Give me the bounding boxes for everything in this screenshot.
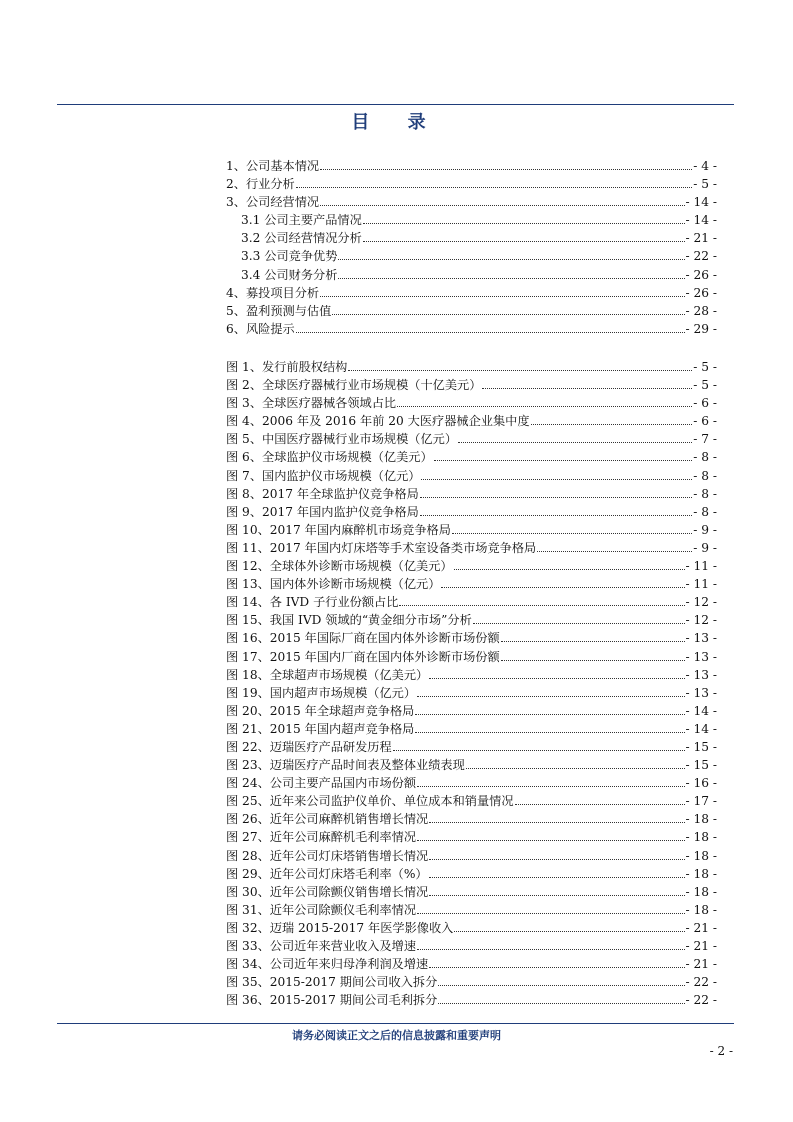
- dot-leader: [429, 859, 684, 860]
- page-number: - 2 -: [709, 1044, 733, 1058]
- dot-leader: [320, 205, 684, 206]
- figure-entry[interactable]: [226, 720, 717, 738]
- figure-entry-page: - 13 -: [685, 685, 717, 700]
- section-entry-label: 1、公司基本情况: [226, 159, 320, 173]
- dot-leader: [466, 768, 685, 769]
- section-entry-page: - 5 -: [693, 177, 717, 192]
- footer-disclaimer: 请务必阅读正文之后的信息披露和重要声明: [292, 1029, 501, 1042]
- section-entry-page: - 28 -: [685, 303, 717, 318]
- figure-entry-label: 图 18、全球超声市场规模（亿美元）: [226, 667, 429, 682]
- section-entry[interactable]: [226, 320, 717, 338]
- figure-entry[interactable]: [226, 430, 717, 448]
- figure-entry[interactable]: [226, 774, 717, 792]
- section-entry[interactable]: [226, 175, 717, 193]
- section-entry-page: - 14 -: [685, 213, 717, 228]
- figure-entry-label: 图 8、2017 年全球监护仪竞争格局: [226, 486, 419, 501]
- figure-entry-page: - 11 -: [685, 559, 717, 574]
- figure-entry-page: - 16 -: [685, 776, 717, 791]
- dot-leader: [420, 497, 692, 498]
- figure-entry[interactable]: [226, 376, 717, 394]
- figure-entry-page: - 13 -: [685, 649, 717, 664]
- dot-leader: [429, 877, 685, 878]
- figure-entry[interactable]: [226, 539, 717, 557]
- figure-entry[interactable]: [226, 937, 717, 955]
- figure-entry-label: 图 19、国内超声市场规模（亿元）: [226, 685, 417, 700]
- figure-entry-page: - 13 -: [685, 631, 717, 646]
- figure-entry[interactable]: [226, 847, 717, 865]
- figure-entry[interactable]: [226, 467, 717, 485]
- dot-leader: [458, 442, 692, 443]
- figure-entry-label: 图 26、近年公司麻醉机销售增长情况: [226, 812, 429, 827]
- dot-leader: [415, 714, 684, 715]
- figure-entry-label: 图 21、2015 年国内超声竞争格局: [226, 721, 415, 736]
- figure-entry-page: - 9 -: [693, 522, 717, 537]
- figure-entry[interactable]: [226, 973, 717, 991]
- figure-entry-page: - 11 -: [685, 577, 717, 592]
- figure-entry-page: - 14 -: [685, 721, 717, 736]
- figure-entry[interactable]: [226, 412, 717, 430]
- figure-entry-label: 图 35、2015-2017 期间公司收入拆分: [226, 975, 438, 990]
- figure-entry[interactable]: [226, 629, 717, 647]
- figure-entry-label: 图 13、国内体外诊断市场规模（亿元）: [226, 577, 441, 592]
- figure-entry-page: - 8 -: [693, 468, 717, 483]
- section-entry-label: 3.4 公司财务分析: [241, 267, 338, 282]
- dot-leader: [320, 169, 692, 170]
- section-entry[interactable]: [226, 193, 717, 211]
- dot-leader: [363, 241, 685, 242]
- section-entry-label: 3、公司经营情况: [226, 195, 320, 210]
- figure-entry-label: 图 2、全球医疗器械行业市场规模（十亿美元）: [226, 378, 482, 393]
- figure-entry[interactable]: [226, 684, 717, 702]
- figure-entry[interactable]: [226, 901, 717, 919]
- section-entry[interactable]: [226, 211, 717, 229]
- dot-leader: [473, 623, 685, 624]
- dot-leader: [454, 931, 684, 932]
- section-entry-page: - 4 -: [693, 159, 717, 173]
- figure-entry[interactable]: [226, 394, 717, 412]
- dot-leader: [441, 587, 684, 588]
- figure-entry-page: - 18 -: [685, 848, 717, 863]
- dot-leader: [320, 296, 684, 297]
- section-entry-label: 3.2 公司经营情况分析: [241, 231, 362, 246]
- dot-leader: [429, 678, 684, 679]
- figure-entry-page: - 7 -: [693, 432, 717, 447]
- figure-entry[interactable]: [226, 611, 717, 629]
- dot-leader: [482, 388, 692, 389]
- figure-entry-page: - 8 -: [693, 486, 717, 501]
- figure-entry[interactable]: [226, 756, 717, 774]
- dot-leader: [454, 569, 685, 570]
- figure-entry-page: - 18 -: [685, 866, 717, 881]
- figure-entry-page: - 13 -: [685, 667, 717, 682]
- dot-leader: [399, 605, 684, 606]
- figure-entry-page: - 21 -: [685, 920, 717, 935]
- section-entry-page: - 26 -: [685, 267, 717, 282]
- figure-entry-label: 图 24、公司主要产品国内市场份额: [226, 776, 417, 791]
- dot-leader: [537, 551, 692, 552]
- section-entry-label: 2、行业分析: [226, 177, 295, 192]
- figure-entry-page: - 18 -: [685, 830, 717, 845]
- dot-leader: [420, 515, 692, 516]
- section-entry[interactable]: [226, 284, 717, 302]
- figure-entry-label: 图 12、全球体外诊断市场规模（亿美元）: [226, 559, 453, 574]
- figure-entry[interactable]: [226, 666, 717, 684]
- figure-entry-label: 图 5、中国医疗器械行业市场规模（亿元）: [226, 432, 458, 447]
- figure-entry-label: 图 25、近年来公司监护仪单价、单位成本和销量情况: [226, 794, 514, 809]
- section-entry[interactable]: [226, 229, 717, 247]
- figure-entry-page: - 18 -: [685, 884, 717, 899]
- figure-entry-page: - 9 -: [693, 540, 717, 555]
- figure-entry-label: 图 7、国内监护仪市场规模（亿元）: [226, 468, 421, 483]
- figure-entry-page: - 6 -: [693, 396, 717, 411]
- dot-leader: [393, 750, 685, 751]
- figure-entry[interactable]: [226, 593, 717, 611]
- section-entry-label: 3.1 公司主要产品情况: [241, 213, 362, 228]
- section-entry-page: - 21 -: [685, 231, 717, 246]
- section-entry-page: - 22 -: [685, 249, 717, 264]
- dot-leader: [296, 332, 685, 333]
- figure-entry-label: 图 34、公司近年来归母净利润及增速: [226, 957, 429, 972]
- figure-entry-label: 图 20、2015 年全球超声竞争格局: [226, 703, 415, 718]
- figure-entry-label: 图 6、全球监护仪市场规模（亿美元）: [226, 450, 433, 465]
- figure-entry-label: 图 15、我国 IVD 领域的“黄金细分市场”分析: [226, 613, 472, 628]
- dot-leader: [452, 533, 692, 534]
- section-entry-label: 3.3 公司竞争优势: [241, 249, 338, 264]
- dot-leader: [338, 278, 684, 279]
- dot-leader: [415, 732, 684, 733]
- dot-leader: [417, 696, 684, 697]
- dot-leader: [421, 479, 692, 480]
- figure-entry-page: - 6 -: [693, 414, 717, 429]
- section-entry-label: 6、风险提示: [226, 321, 295, 336]
- figure-entry-label: 图 17、2015 年国内厂商在国内体外诊断市场份额: [226, 649, 500, 664]
- figure-entry-label: 图 30、近年公司除颤仪销售增长情况: [226, 884, 429, 899]
- figure-entry-label: 图 27、近年公司麻醉机毛利率情况: [226, 830, 417, 845]
- figure-entry-page: - 22 -: [685, 993, 717, 1008]
- dot-leader: [296, 187, 693, 188]
- figure-entry[interactable]: [226, 557, 717, 575]
- figure-entry-page: - 21 -: [685, 957, 717, 972]
- section-entry[interactable]: [226, 157, 717, 175]
- figure-entry-page: - 14 -: [685, 703, 717, 718]
- toc-title: 目 录: [351, 112, 442, 133]
- section-entry[interactable]: [226, 302, 717, 320]
- dot-leader: [417, 840, 684, 841]
- figure-entry[interactable]: [226, 358, 717, 376]
- figure-entry[interactable]: [226, 448, 717, 466]
- figure-entry-page: - 15 -: [685, 739, 717, 754]
- dot-leader: [515, 804, 685, 805]
- figure-entry-page: - 21 -: [685, 939, 717, 953]
- dot-leader: [417, 913, 684, 914]
- figure-entry-label: 图 36、2015-2017 期间公司毛利拆分: [226, 993, 438, 1008]
- figure-entry-page: - 12 -: [685, 613, 717, 628]
- figure-entry[interactable]: [226, 648, 717, 666]
- header-rule: [57, 104, 734, 105]
- section-entry-page: - 29 -: [685, 321, 717, 336]
- figure-entry-label: 图 3、全球医疗器械各领域占比: [226, 396, 397, 411]
- figure-entry[interactable]: [226, 702, 717, 720]
- figure-entry-label: 图 33、公司近年来营业收入及增速: [226, 939, 417, 953]
- dot-leader: [438, 985, 684, 986]
- figure-entry-label: 图 23、迈瑞医疗产品时间表及整体业绩表现: [226, 758, 465, 773]
- section-entry[interactable]: [226, 247, 717, 265]
- figure-entry-label: 图 11、2017 年国内灯床塔等手术室设备类市场竞争格局: [226, 540, 537, 555]
- footer-rule: [57, 1023, 734, 1024]
- figure-entry-label: 图 31、近年公司除颤仪毛利率情况: [226, 902, 417, 917]
- figure-entry-label: 图 29、近年公司灯床塔毛利率（%）: [226, 866, 428, 881]
- dot-leader: [438, 1003, 684, 1004]
- dot-leader: [338, 259, 684, 260]
- figure-entry[interactable]: [226, 521, 717, 539]
- figure-entry-page: - 8 -: [693, 450, 717, 465]
- figure-entry-label: 图 9、2017 年国内监护仪竞争格局: [226, 504, 419, 519]
- figure-entry[interactable]: [226, 919, 717, 937]
- figure-entry-page: - 22 -: [685, 975, 717, 990]
- dot-leader: [363, 223, 685, 224]
- figure-entry-label: 图 28、近年公司灯床塔销售增长情况: [226, 848, 429, 863]
- figure-entry-page: - 15 -: [685, 758, 717, 773]
- figure-entry-page: - 12 -: [685, 595, 717, 610]
- figure-entry-label: 图 1、发行前股权结构: [226, 360, 348, 374]
- figure-entry-label: 图 32、迈瑞 2015-2017 年医学影像收入: [226, 920, 454, 935]
- figure-entry[interactable]: [226, 485, 717, 503]
- toc-figure-list: [226, 358, 717, 1009]
- dot-leader: [531, 424, 693, 425]
- figure-entry-label: 图 4、2006 年及 2016 年前 20 大医疗器械企业集中度: [226, 414, 530, 429]
- figure-entry[interactable]: [226, 810, 717, 828]
- figure-entry-label: 图 14、各 IVD 子行业份额占比: [226, 595, 399, 610]
- figure-entry-label: 图 16、2015 年国际厂商在国内体外诊断市场份额: [226, 631, 500, 646]
- dot-leader: [429, 967, 684, 968]
- dot-leader: [429, 895, 684, 896]
- dot-leader: [417, 786, 684, 787]
- figure-entry[interactable]: [226, 503, 717, 521]
- figure-entry[interactable]: [226, 828, 717, 846]
- figure-entry[interactable]: [226, 883, 717, 901]
- section-entry[interactable]: [226, 266, 717, 284]
- figure-entry-page: - 18 -: [685, 902, 717, 917]
- dot-leader: [348, 370, 692, 371]
- dot-leader: [332, 314, 684, 315]
- figure-entry[interactable]: [226, 991, 717, 1009]
- dot-leader: [501, 660, 685, 661]
- figure-entry[interactable]: [226, 792, 717, 810]
- toc-section-list: [226, 157, 717, 338]
- figure-entry[interactable]: [226, 738, 717, 756]
- dot-leader: [429, 822, 684, 823]
- figure-entry-label: 图 10、2017 年国内麻醉机市场竞争格局: [226, 522, 451, 537]
- figure-entry[interactable]: [226, 865, 717, 883]
- dot-leader: [434, 460, 693, 461]
- dot-leader: [501, 641, 685, 642]
- section-entry-page: - 14 -: [685, 195, 717, 210]
- dot-leader: [397, 406, 692, 407]
- figure-entry-page: - 8 -: [693, 504, 717, 519]
- figure-entry[interactable]: [226, 955, 717, 973]
- section-entry-page: - 26 -: [685, 285, 717, 300]
- section-entry-label: 4、募投项目分析: [226, 285, 320, 300]
- section-entry-label: 5、盈利预测与估值: [226, 303, 332, 318]
- figure-entry-label: 图 22、迈瑞医疗产品研发历程: [226, 739, 392, 754]
- figure-entry-page: - 18 -: [685, 812, 717, 827]
- figure-entry[interactable]: [226, 575, 717, 593]
- figure-entry-page: - 5 -: [693, 378, 717, 393]
- figure-entry-page: - 17 -: [685, 794, 717, 809]
- dot-leader: [417, 949, 684, 950]
- figure-entry-page: - 5 -: [693, 360, 717, 374]
